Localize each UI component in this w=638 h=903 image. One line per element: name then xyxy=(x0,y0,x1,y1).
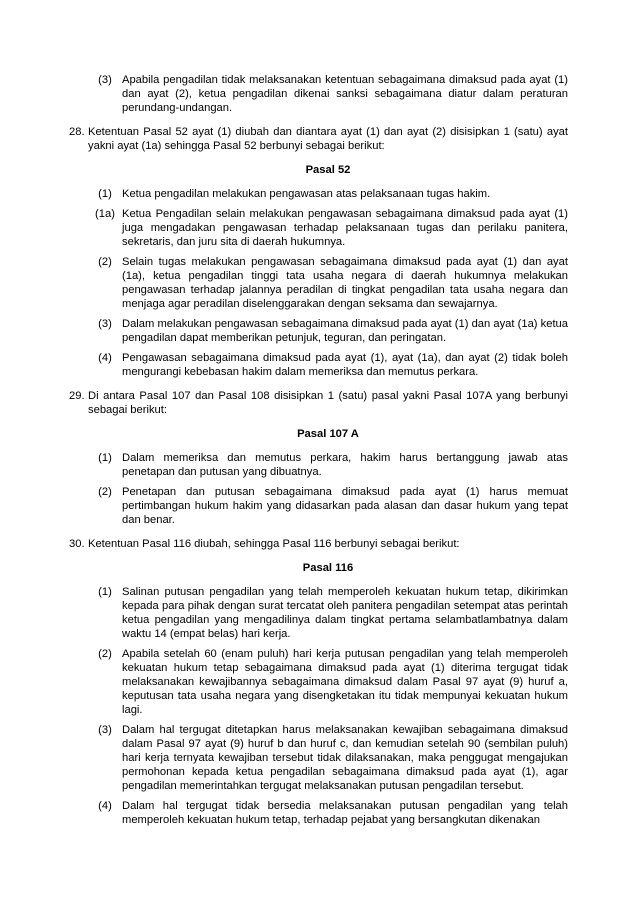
clause-number: (1) xyxy=(98,188,112,200)
article-heading: Pasal 107 A xyxy=(297,428,359,440)
clause-number: (3) xyxy=(98,74,112,86)
article-heading: Pasal 116 xyxy=(302,562,354,574)
item-number: 28. xyxy=(69,126,85,138)
clause-list xyxy=(88,585,568,827)
article-heading: Pasal 52 xyxy=(305,164,351,176)
clause-number: (2) xyxy=(98,648,112,660)
clause-text: Selain tugas melakukan pengawasan sebagaimana dimaksud pada ayat (1) dan ayat (1a), ketua pengadilan tinggi tata usaha negara di daerah hukumnya melakukan pengawasan terhadap jalannya peradilan di tingkat pengadilan tata usaha negara dan menjaga agar peradilan diselenggarakan dengan seksama dan sewajarnya. xyxy=(122,256,568,310)
item-text: Di antara Pasal 107 dan Pasal 108 disisipkan 1 (satu) pasal yakni Pasal 107A yang berbunyi sebagai berikut: xyxy=(88,390,568,416)
clause-text: Dalam melakukan pengawasan sebagaimana dimaksud pada ayat (1) dan ayat (1a) ketua pengadilan dapat memberikan petunjuk, teguran, dan peringatan. xyxy=(122,318,568,344)
clause-text: Penetapan dan putusan sebagaimana dimaksud pada ayat (1) harus memuat pertimbangan hukum hakim yang didasarkan pada alasan dan dasar hukum yang tepat dan benar. xyxy=(122,486,568,526)
clause xyxy=(88,723,568,793)
amendment-item xyxy=(69,125,568,379)
clause-number: (1) xyxy=(98,586,112,598)
clause xyxy=(88,207,568,249)
clause-text: Salinan putusan pengadilan yang telah memperoleh kekuatan hukum tetap, dikirimkan kepada para pihak dengan surat tercatat oleh panitera pengadilan setempat atas perintah ketua pengadilan yang mengadilinya dalam tingkat pertama selambatlambatnya dalam waktu 14 (empat belas) hari kerja. xyxy=(122,586,568,640)
clause-number: (2) xyxy=(98,486,112,498)
amendment-intro xyxy=(69,537,568,551)
clause-text: Pengawasan sebagaimana dimaksud pada ayat (1), ayat (1a), dan ayat (2) tidak boleh mengurangi kebebasan hakim dalam memeriksa dan memutus perkara. xyxy=(122,352,568,378)
clause-text: Dalam memeriksa dan memutus perkara, hakim harus bertanggung jawab atas penetapan dan putusan yang dibuatnya. xyxy=(122,452,568,478)
clause-text: Dalam hal tergugat tidak bersedia melaksanakan putusan pengadilan yang telah memperoleh kekuatan hukum tetap, terhadap pejabat yang bersangkutan dikenakan xyxy=(122,800,568,826)
clause-number: (3) xyxy=(98,318,112,330)
clause xyxy=(88,317,568,345)
clause-text: Apabila pengadilan tidak melaksanakan ketentuan sebagaimana dimaksud pada ayat (1) dan ayat (2), ketua pengadilan dikenai sanksi sebagaimana diatur dalam peraturan perundang-undangan. xyxy=(122,74,568,114)
clause xyxy=(88,451,568,479)
clause xyxy=(88,585,568,641)
clause xyxy=(88,647,568,717)
clause-number: (1a) xyxy=(95,208,115,220)
clause-number: (3) xyxy=(98,724,112,736)
clause xyxy=(88,485,568,527)
clause xyxy=(88,187,568,201)
clause-text: Ketua Pengadilan selain melakukan pengawasan sebagaimana dimaksud pada ayat (1) juga mengadakan pengawasan terhadap pelaksanaan tugas dan perilaku panitera, sekretaris, dan juru sita di daerah hukumnya. xyxy=(122,208,568,248)
item-number: 30. xyxy=(69,538,85,550)
clause xyxy=(88,351,568,379)
amendment-intro xyxy=(69,389,568,417)
clause-text: Dalam hal tergugat ditetapkan harus melaksanakan kewajiban sebagaimana dimaksud dalam Pasal 97 ayat (9) huruf b dan huruf c, dan kemudian setelah 90 (sembilan puluh) hari kerja ternyata kewajiban tersebut tidak dilaksanakan, maka penggugat mengajukan permohonan kepada ketua pengadilan sebagaimana dimaksud pada ayat (1), agar pengadilan memerintahkan tergugat melaksanakan putusan pengadilan tersebut. xyxy=(122,724,568,792)
lead-clause xyxy=(88,73,568,115)
clause-number: (4) xyxy=(98,800,112,812)
clause-list xyxy=(88,187,568,379)
clause-number: (1) xyxy=(98,452,112,464)
clause-text: Apabila setelah 60 (enam puluh) hari kerja putusan pengadilan yang telah memperoleh kekuatan hukum tetap sebagaimana dimaksud pada ayat (1) diterima tergugat tidak melaksanakan kewajibannya sebagaimana dimaksud dalam Pasal 97 ayat (9) huruf a, keputusan tata usaha negara yang disengketakan itu tidak mempunyai kekuatan hukum lagi. xyxy=(122,648,568,716)
clause xyxy=(88,255,568,311)
amendment-intro xyxy=(69,125,568,153)
amendment-item xyxy=(69,389,568,527)
clause-text: Ketua pengadilan melakukan pengawasan atas pelaksanaan tugas hakim. xyxy=(122,188,491,200)
clause-number: (2) xyxy=(98,256,112,268)
clause-number: (4) xyxy=(98,352,112,364)
item-text: Ketentuan Pasal 116 diubah, sehingga Pasal 116 berbunyi sebagai berikut: xyxy=(88,538,460,550)
item-number: 29. xyxy=(69,390,85,402)
clause-list xyxy=(88,451,568,527)
item-text: Ketentuan Pasal 52 ayat (1) diubah dan diantara ayat (1) dan ayat (2) disisipkan 1 (satu) ayat yakni ayat (1a) sehingga Pasal 52 berbunyi sebagai berikut: xyxy=(88,126,568,152)
amendment-item xyxy=(69,537,568,827)
clause xyxy=(88,799,568,827)
